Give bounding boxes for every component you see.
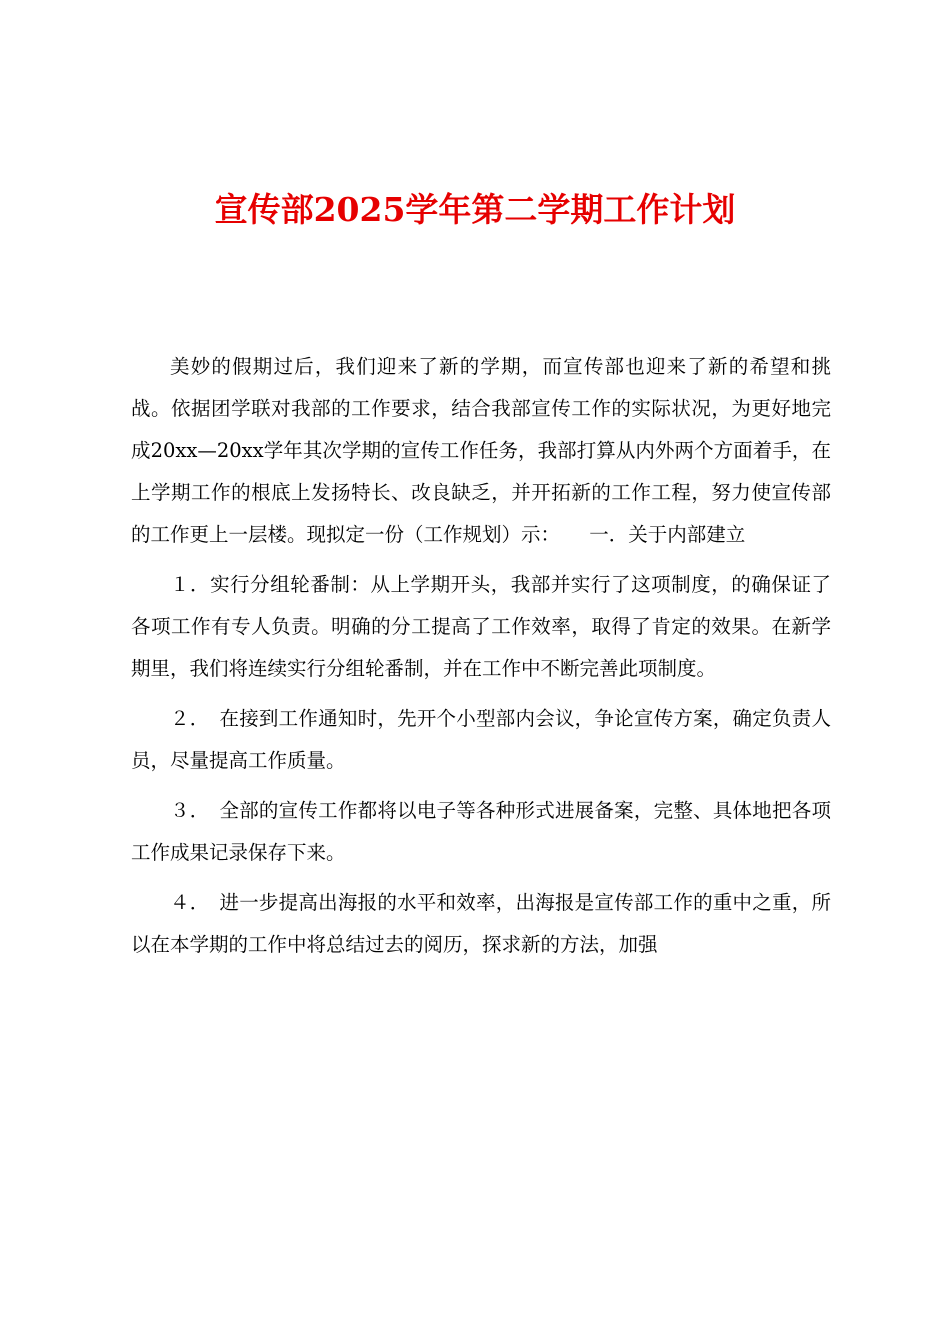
document-title: 宣传部2025学年第二学期工作计划 <box>214 190 736 229</box>
paragraph-intro: 美妙的假期过后，我们迎来了新的学期，而宣传部也迎来了新的希望和挑战。依据团学联对我部的工作要求，结合我部宣传工作的实际状况，为更好地完成20xx—20xx学年其次学期的宣传工作任务，我部打算从内外两个方面着手，在上学期工作的根底上发扬特长、改良缺乏，并开拓新的工作工程，努力使宣传部的工作更上一层楼。现拟定一份（工作规划）示： 一．关于内部建立 <box>131 355 831 546</box>
paragraph-item-1: １．实行分组轮番制：从上学期开头，我部并实行了这项制度，的确保证了各项工作有专人负责。明确的分工提高了工作效率，取得了肯定的效果。在新学期里，我们将连续实行分组轮番制，并在工作中不断完善此项制度。 <box>131 573 831 680</box>
paragraph-item-4: ４． 进一步提高出海报的水平和效率，出海报是宣传部工作的重中之重，所以在本学期的工作中将总结过去的阅历，探求新的方法，加强 <box>131 891 831 956</box>
paragraph-item-3: ３． 全部的宣传工作都将以电子等各种形式进展备案，完整、具体地把各项工作成果记录保存下来。 <box>131 799 831 864</box>
paragraph-item-2: ２． 在接到工作通知时，先开个小型部内会议，争论宣传方案，确定负责人员，尽量提高工作质量。 <box>131 707 831 772</box>
document-body <box>131 346 831 974</box>
